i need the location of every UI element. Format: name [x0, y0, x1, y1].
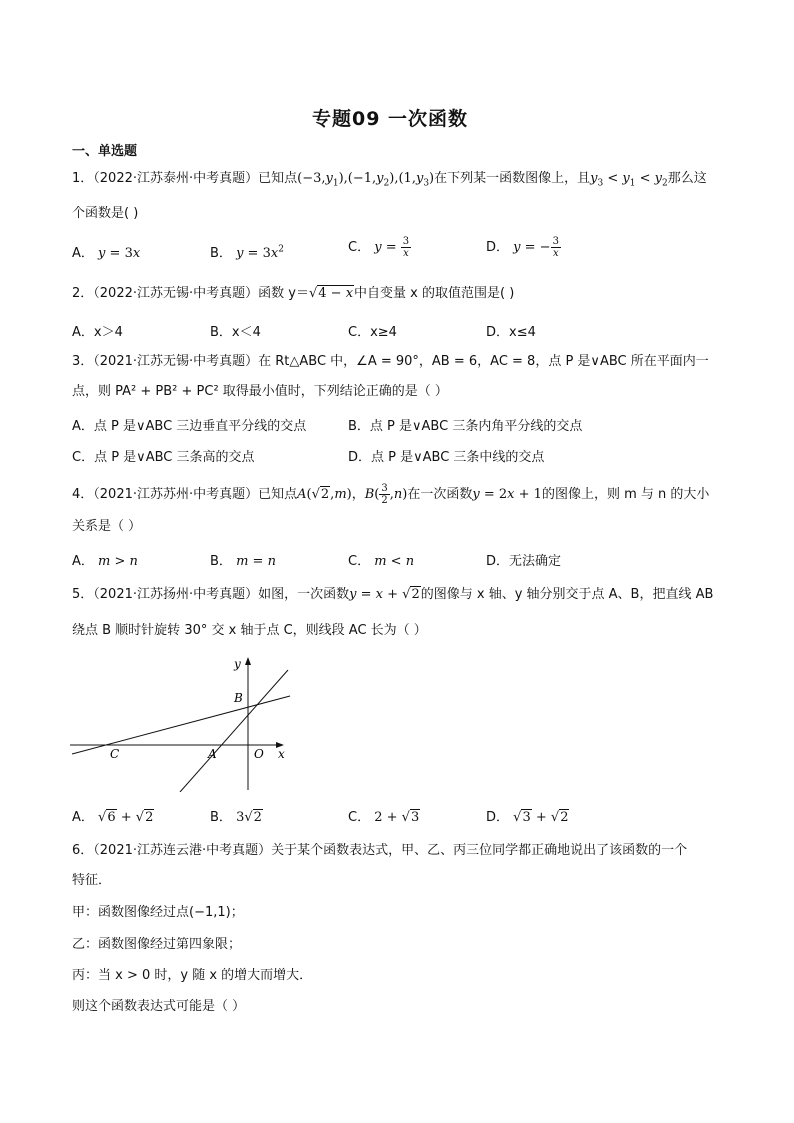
- q6-ask: 则这个函数表达式可能是（ ）: [72, 999, 246, 1014]
- label-x: x: [278, 747, 285, 761]
- label-b: B: [234, 691, 243, 705]
- q1-condition: $y_3 < y_1 < y_2$: [590, 171, 668, 189]
- q2-radical: √4 − x: [308, 286, 354, 301]
- q1-points: $(-3,y_1),(-1,y_2),(1,y_3)$: [297, 171, 435, 189]
- q4-head: 4．（2021·江苏苏州·中考真题）已知点: [72, 487, 298, 502]
- q2-option-d[interactable]: D．x≤4: [486, 325, 536, 340]
- q5-figure: [70, 652, 300, 792]
- q5-line2: 绕点 B 顺时针旋转 30° 交 x 轴于点 C，则线段 AC 长为（ ）: [72, 623, 427, 638]
- q3-line2: 点，则 PA² + PB² + PC² 取得最小值时，下列结论正确的是（ ）: [72, 384, 448, 399]
- q1-option-a[interactable]: A． y = 3x: [72, 246, 141, 261]
- q5-option-a[interactable]: A． √6 + √2: [72, 810, 154, 825]
- q4-option-c[interactable]: C． m < n: [348, 554, 415, 569]
- q3-line1: 3．（2021·江苏无锡·中考真题）在 Rt△ABC 中，∠A = 90°，AB = 6，AC = 8，点 P 是∨ABC 所在平面内一: [72, 354, 709, 369]
- q1-head: 1．（2022·江苏泰州·中考真题）已知点: [72, 171, 298, 186]
- q2-option-c[interactable]: C．x≥4: [348, 325, 397, 340]
- q1-line2: 个函数是( ): [72, 206, 139, 221]
- q1-tail: 那么这: [667, 171, 707, 186]
- label-c: C: [110, 747, 120, 761]
- q4-option-d[interactable]: D．无法确定: [486, 554, 562, 569]
- page-title: 专题09 一次函数: [312, 108, 469, 130]
- q5-line1: [72, 586, 713, 604]
- q1-mid: 在下列某一函数图像上，且: [434, 171, 591, 186]
- q5-head: 5．（2021·江苏扬州·中考真题）如图，一次函数: [72, 587, 350, 602]
- label-y: y: [234, 657, 241, 671]
- q4-tail: 的图像上，则 m 与 n 的大小: [541, 487, 710, 502]
- q6-bing: 丙：当 x > 0 时，y 随 x 的增大而增大．: [72, 968, 313, 983]
- q6-line2: 特征．: [72, 873, 112, 888]
- q4-function: y = 2x + 1: [472, 487, 542, 502]
- q2-line1: [72, 285, 514, 303]
- q4-line2: 关系是（ ）: [72, 519, 142, 534]
- q5-option-b[interactable]: B． 3√2: [210, 810, 262, 825]
- q4-mid: 在一次函数: [407, 487, 473, 502]
- q5-function: y = x + √2: [349, 587, 420, 602]
- y-axis-arrow: [245, 657, 251, 665]
- q2-head: 2．（2022·江苏无锡·中考真题）函数 y＝: [72, 286, 309, 301]
- q3-option-c[interactable]: C．点 P 是∨ABC 三条高的交点: [72, 450, 255, 465]
- q6-jia: 甲：函数图像经过点(−1,1)；: [72, 905, 244, 920]
- q4-point-b: B( $\frac{3}{2}$ ,n): [364, 483, 408, 506]
- q4-line1: 4．（2021·江苏苏州·中考真题）已知点A(√2,m)，B( $\frac{3}{2}$ ,n)在一次函数y = 2x + 1的图像上，则 m 与 n 的大小: [72, 483, 710, 506]
- q4-option-a[interactable]: A． m > n: [72, 554, 138, 569]
- section-heading: 一、单选题: [72, 144, 138, 159]
- q1-option-c[interactable]: C． y = $\frac{3}{x}$: [348, 236, 410, 259]
- q5-option-c[interactable]: C． 2 + √3: [348, 810, 420, 825]
- q2-option-b[interactable]: B．x＜4: [210, 325, 261, 340]
- q2-option-a[interactable]: A．x＞4: [72, 325, 123, 340]
- q4-point-a: A(√2,m): [297, 487, 352, 502]
- q6-line1: 6．（2021·江苏连云港·中考真题）关于某个函数表达式，甲、乙、丙三位同学都正确地说出了该函数的一个: [72, 843, 688, 858]
- line-ab: [180, 670, 288, 792]
- label-a: A: [208, 747, 217, 761]
- q3-option-b[interactable]: B．点 P 是∨ABC 三条内角平分线的交点: [348, 419, 583, 434]
- q1-line1: [72, 170, 707, 193]
- q3-option-a[interactable]: A．点 P 是∨ABC 三边垂直平分线的交点: [72, 419, 307, 434]
- q1-option-d[interactable]: D． y = − $\frac{3}{x}$: [486, 236, 559, 259]
- q6-yi: 乙：函数图像经过第四象限；: [72, 937, 242, 952]
- label-o: O: [254, 747, 264, 761]
- q4-option-b[interactable]: B． m = n: [210, 554, 276, 569]
- q5-tail: 的图像与 x 轴、y 轴分别交于点 A、B，把直线 AB: [420, 587, 714, 602]
- q1-option-b[interactable]: B． $y = 3x^2$: [210, 244, 284, 261]
- q5-option-d[interactable]: D． √3 + √2: [486, 810, 569, 825]
- q3-option-d[interactable]: D．点 P 是∨ABC 三条中线的交点: [348, 450, 545, 465]
- q2-tail: 中自变量 x 的取值范围是( ): [354, 286, 515, 301]
